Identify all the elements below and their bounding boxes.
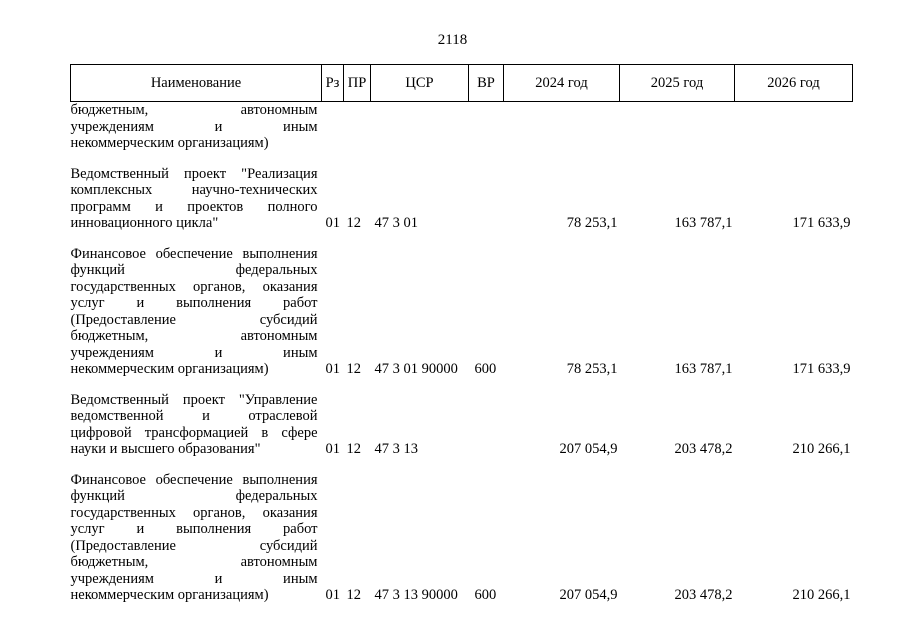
row-name-line: функций федеральных: [70, 262, 318, 278]
table-row-line: [71, 392, 853, 409]
cell-vr: [469, 135, 504, 152]
row-name-line: функций федеральных: [70, 488, 318, 504]
table-row-line: [71, 328, 853, 345]
cell-y2024: 78 253,1: [566, 215, 618, 231]
cell-pr: 12: [346, 361, 361, 377]
row-name-line: комплексных научно-технических: [70, 182, 318, 198]
cell-vr: [469, 441, 504, 458]
cell-y2026: [735, 135, 853, 152]
row-name-line: учреждениям и иным: [70, 118, 318, 135]
cell-pr: 12: [346, 441, 361, 457]
table-body: [71, 102, 853, 604]
header-2026: 2026 год: [735, 65, 853, 102]
header-name: Наименование: [71, 65, 322, 102]
row-name-last-line: некоммерческим организациям): [70, 135, 269, 151]
cell-rz: 01: [325, 215, 340, 231]
table-row-line: [71, 262, 853, 279]
cell-pr: 12: [346, 587, 361, 603]
cell-y2025: 203 478,2: [674, 441, 733, 457]
row-name-last-line: инновационного цикла": [70, 215, 219, 231]
cell-y2024: 78 253,1: [566, 361, 618, 377]
row-name-last-line: некоммерческим организациям): [70, 361, 269, 377]
cell-y2025: 203 478,2: [674, 587, 733, 603]
table-row-line: [71, 182, 853, 199]
cell-csr: 47 3 01 90000: [374, 361, 458, 377]
table-row-line: [71, 166, 853, 183]
row-name-line: Финансовое обеспечение выполнения: [70, 245, 318, 262]
header-pr: ПР: [344, 65, 371, 102]
cell-y2026: 210 266,1: [792, 587, 851, 603]
table-row-line: [71, 488, 853, 505]
cell-y2025: [620, 135, 735, 152]
row-gap: [71, 232, 853, 246]
table-row: [71, 361, 853, 378]
row-name-line: услуг и выполнения работ: [70, 295, 318, 311]
row-name-line: государственных органов, оказания: [70, 278, 318, 295]
table-row-line: [71, 295, 853, 312]
cell-csr: 47 3 13 90000: [374, 587, 458, 603]
page-number: 2118: [437, 32, 468, 48]
row-name-line: учреждениям и иным: [70, 344, 318, 361]
cell-y2026: 171 633,9: [792, 361, 851, 377]
header-2025: 2025 год: [620, 65, 735, 102]
row-name-line: государственных органов, оказания: [70, 504, 318, 521]
cell-rz: 01: [325, 361, 340, 377]
table-row-line: [71, 102, 853, 119]
row-name-last-line: науки и высшего образования": [70, 441, 261, 457]
row-name-line: бюджетным, автономным: [70, 554, 318, 570]
cell-y2026: 210 266,1: [792, 441, 851, 457]
table-row-line: [71, 425, 853, 442]
table-header-row: [71, 65, 853, 102]
row-name-line: Ведомственный проект "Реализация: [70, 165, 318, 182]
row-name-line: ведомственной и отраслевой: [70, 408, 318, 424]
header-csr: ЦСР: [371, 65, 469, 102]
cell-csr: [371, 135, 469, 152]
table-row: [71, 215, 853, 232]
header-rz: Рз: [322, 65, 344, 102]
row-name-line: Ведомственный проект "Управление: [70, 391, 318, 408]
cell-rz: 01: [325, 441, 340, 457]
table-row: [71, 587, 853, 604]
cell-y2025: 163 787,1: [674, 215, 733, 231]
table-row-line: [71, 119, 853, 136]
table-row-line: [71, 199, 853, 216]
cell-y2026: 171 633,9: [792, 215, 851, 231]
table-row-line: [71, 345, 853, 362]
row-gap: [71, 458, 853, 472]
row-gap: [71, 152, 853, 166]
header-2024: 2024 год: [504, 65, 620, 102]
table-row-line: [71, 279, 853, 296]
row-name-line: услуг и выполнения работ: [70, 521, 318, 537]
table-row: [71, 441, 853, 458]
table-row-line: [71, 554, 853, 571]
cell-rz: 01: [325, 587, 340, 603]
header-vr: ВР: [469, 65, 504, 102]
row-name-line: (Предоставление субсидий: [70, 537, 318, 554]
table-row-line: [71, 408, 853, 425]
cell-csr: 47 3 13: [374, 441, 418, 457]
table-row-line: [71, 521, 853, 538]
row-name-line: программ и проектов полного: [70, 198, 318, 215]
budget-table: [70, 64, 853, 604]
row-name-line: цифровой трансформацией в сфере: [70, 424, 318, 441]
cell-rz: [322, 135, 344, 152]
table-row-line: [71, 246, 853, 263]
cell-pr: [344, 135, 371, 152]
cell-vr: 600: [474, 361, 497, 377]
table-row-line: [71, 571, 853, 588]
row-name-line: Финансовое обеспечение выполнения: [70, 471, 318, 488]
row-name-line: бюджетным, автономным: [70, 328, 318, 344]
table-row-line: [71, 505, 853, 522]
cell-vr: 600: [474, 587, 497, 603]
row-name-line: (Предоставление субсидий: [70, 311, 318, 328]
cell-y2025: 163 787,1: [674, 361, 733, 377]
row-gap: [71, 378, 853, 392]
cell-y2024: [504, 135, 620, 152]
cell-pr: 12: [346, 215, 361, 231]
cell-y2024: 207 054,9: [559, 587, 618, 603]
row-name-last-line: некоммерческим организациям): [70, 587, 269, 603]
cell-csr: 47 3 01: [374, 215, 418, 231]
cell-y2024: 207 054,9: [559, 441, 618, 457]
table-row-line: [71, 538, 853, 555]
cell-vr: [469, 215, 504, 232]
table-row-line: [71, 472, 853, 489]
table-row: [71, 135, 853, 152]
row-name-line: учреждениям и иным: [70, 570, 318, 587]
table-row-line: [71, 312, 853, 329]
row-name-line: бюджетным, автономным: [70, 102, 318, 118]
